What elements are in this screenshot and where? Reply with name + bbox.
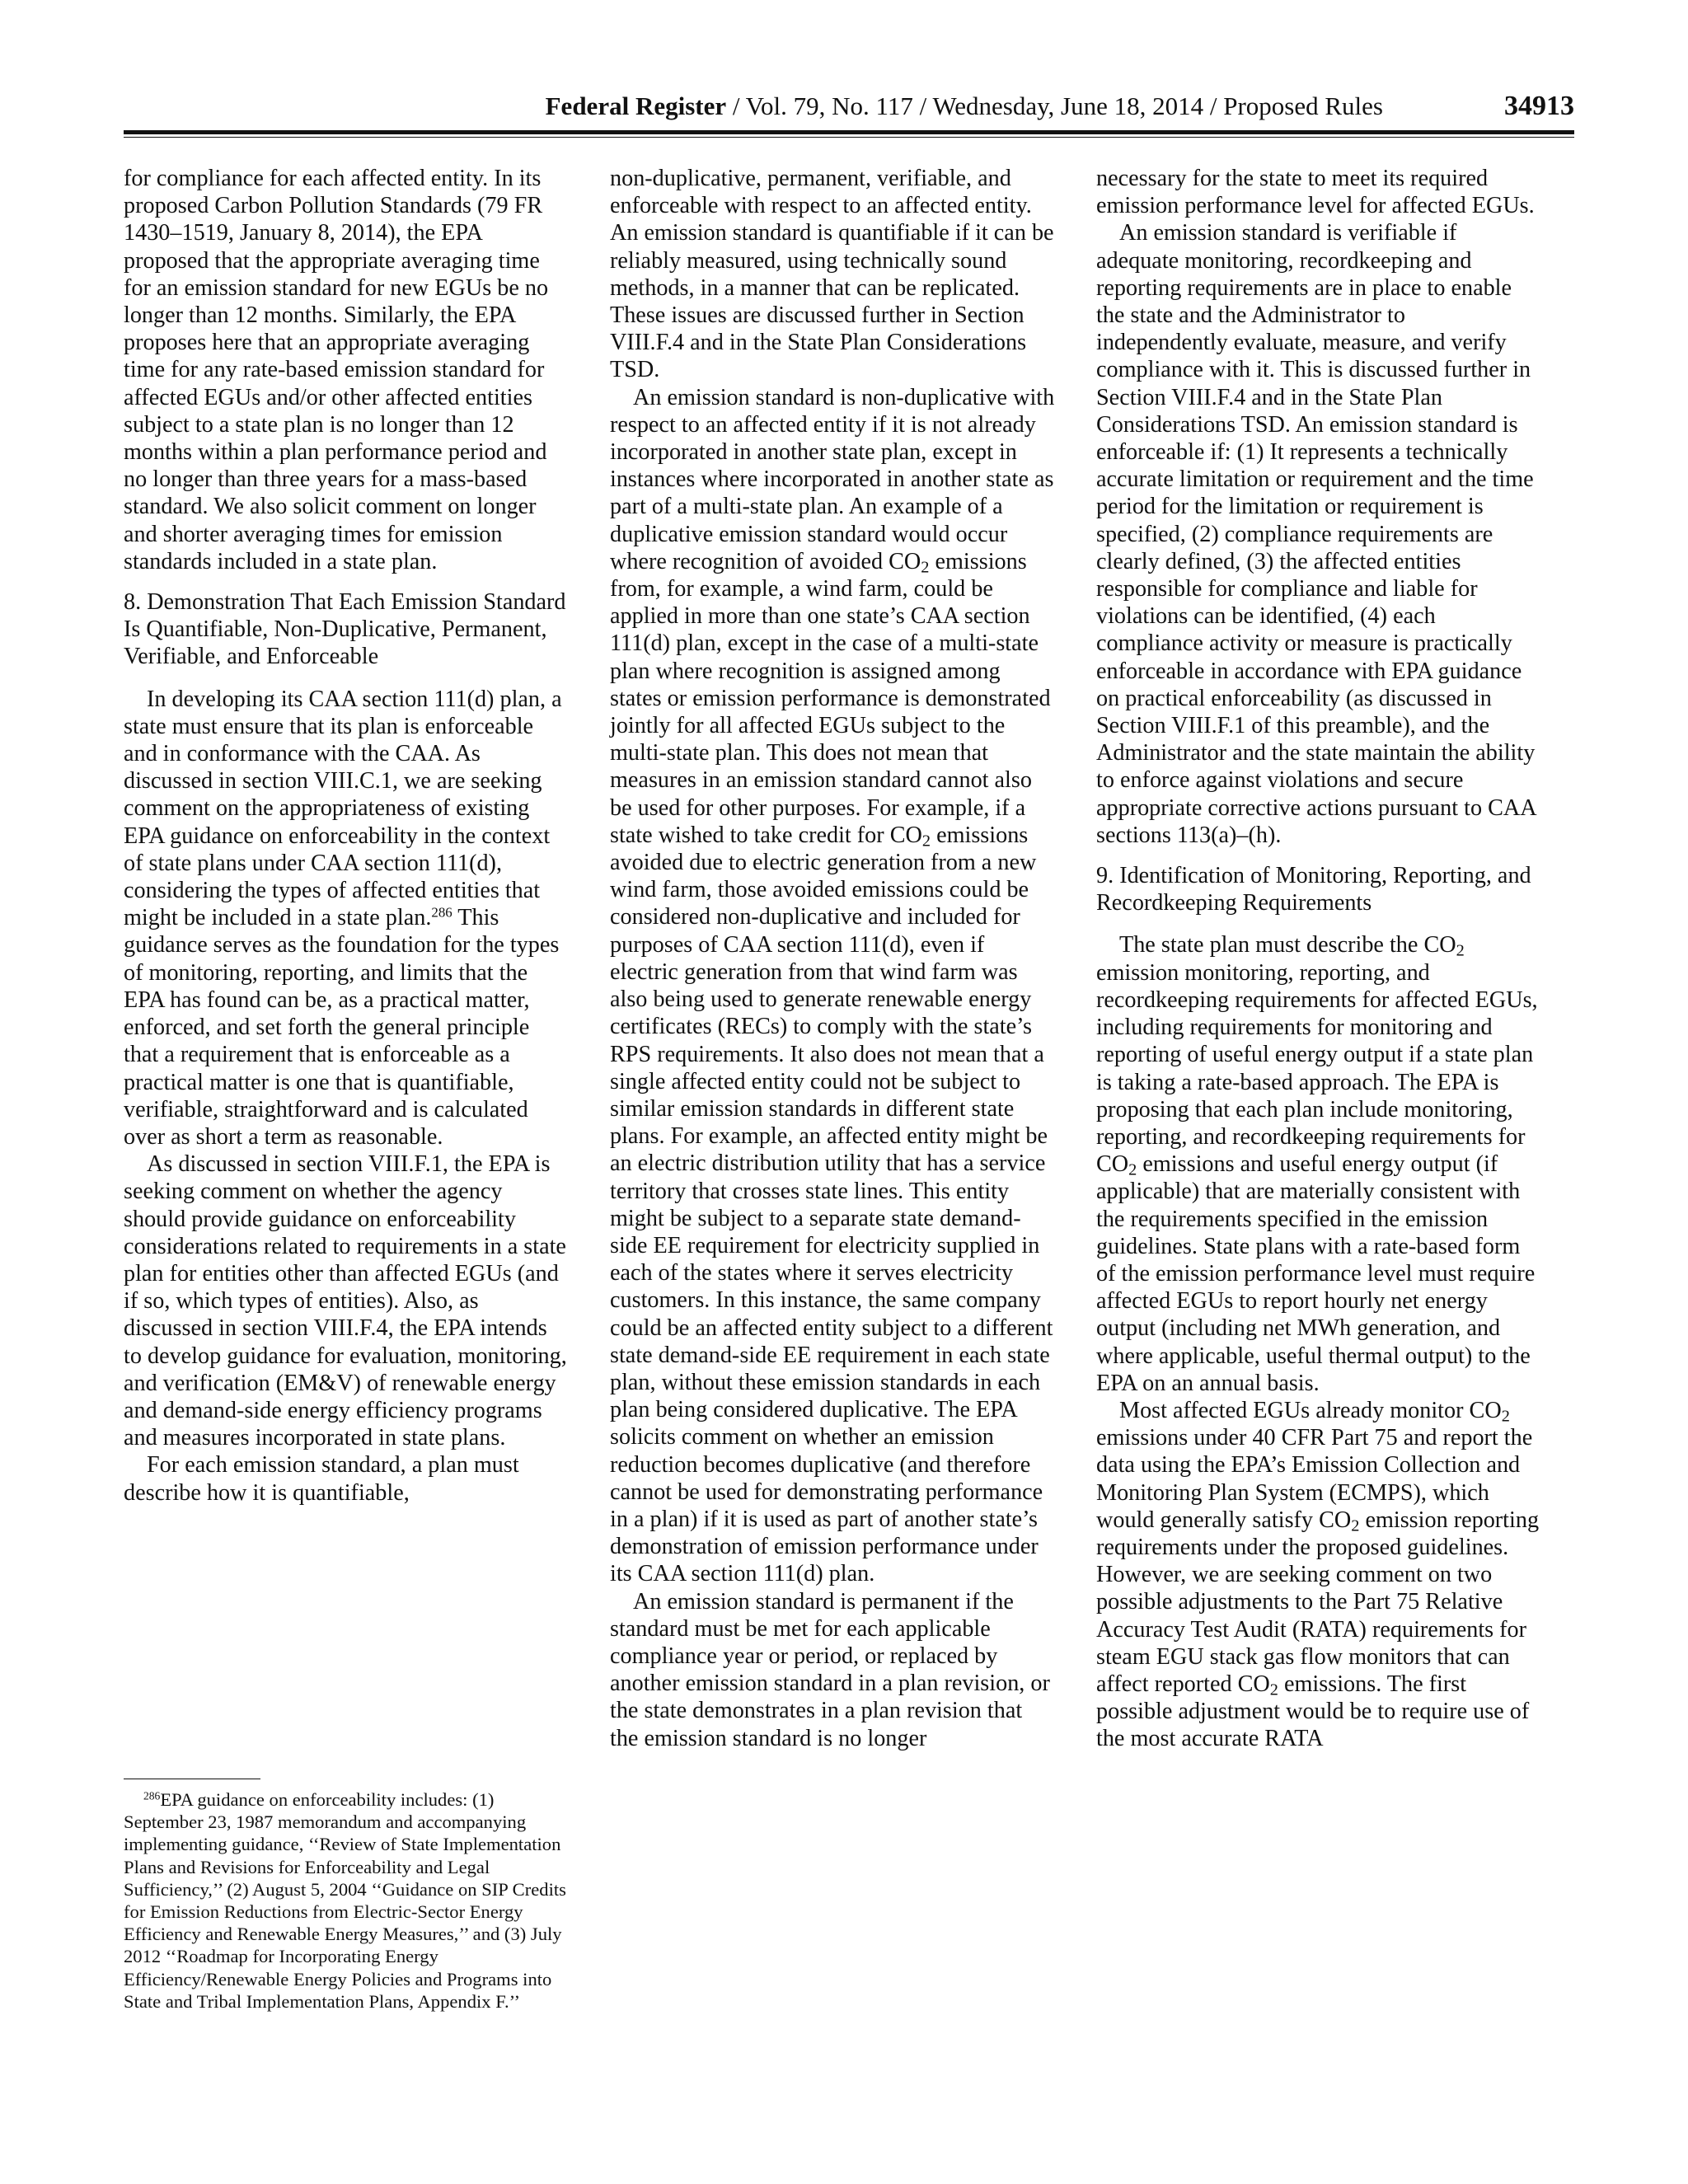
column-2: [610, 165, 1055, 1752]
issue-info: / Vol. 79, No. 117 / Wednesday, June 18, 2014 / Proposed Rules: [726, 91, 1383, 120]
paragraph: [1096, 1397, 1541, 1753]
column-1: [124, 165, 569, 1507]
paragraph: [1096, 931, 1541, 1396]
paragraph: necessary for the state to meet its required emission performance level for affected EGUs.: [1096, 166, 1535, 219]
text-run: emissions and useful energy output (if applicable) that are materially consistent with the requirements specified in the emission guidelines. State plans with a rate-based form of the emission performance level must require affected EGUs to report hourly net energy output (including net MWh generation, and where applicable, useful thermal output) to the EPA on an annual basis.: [1096, 1151, 1536, 1396]
paragraph: An emission standard is verifiable if adequate monitoring, recordkeeping and reporting requirements are in place to enable the state and the Administrator to independently evaluate, measure, and verify compliance with it. This is discussed further in Section VIII.F.4 and in the State Plan Considerations TSD. An emission standard is enforceable if: (1) It represents a technically accurate limitation or requirement and the time period for the limitation or requirement is specified, (2) compliance requirements are clearly defined, (3) the affected entities responsible for compliance and liable for violations can be identified, (4) each compliance activity or measure is practically enforceable in accordance with EPA guidance on practical enforceability (as discussed in Section VIII.F.1 of this preamble), and the Administrator and the state maintain the ability to enforce against violations and secure appropriate corrective actions pursuant to CAA sections 113(a)–(h).: [1096, 220, 1536, 848]
text-run: The state plan must describe the CO: [1119, 932, 1456, 958]
text-run: EPA guidance on enforceability includes: (1) September 23, 1987 memorandum and accompanying implementing guidance, ‘‘Review of State Implementation Plans and Revisions for Enforceability and Legal Sufficiency,’’ (2) August 5, 2004 ‘‘Guidance on SIP Credits for Emission Reductions from Electric-Sector Energy Efficiency and Renewable Energy Measures,’’ and (3) July 2012 ‘‘Roadmap for Incorporating Energy Efficiency/Renewable Energy Policies and Programs into State and Tribal Implementation Plans, Appendix F.’’: [124, 1789, 566, 2012]
paragraph: For each emission standard, a plan must describe how it is quantifiable,: [124, 1452, 519, 1506]
text-run: emission reporting requirements under the proposed guidelines. However, we are seeking comment on two possible adjustments to the Part 75 Relative Accuracy Test Audit (RATA) requirements for steam EGU stack gas flow monitors that can affect reported CO: [1096, 1507, 1540, 1697]
subscript: 2: [1501, 1407, 1510, 1426]
subscript: 2: [1269, 1680, 1278, 1699]
paragraph: An emission standard is permanent if the standard must be met for each applicable compliance year or period, or replaced by another emission standard in a plan revision, or the state demonstrates in a plan revision that the emission standard is no longer: [610, 1588, 1050, 1751]
column-3: [1096, 165, 1541, 1753]
text-run: emissions from, for example, a wind farm, could be applied in more than one state’s CAA section 111(d) plan, except in the case of a multi-state plan where recognition is assigned among states or emission performance is demonstrated jointly for all affected EGUs subject to the multi-state plan. This does not mean that measures in an emission standard cannot also be used for other purposes. For example, if a state wished to take credit for CO: [610, 548, 1051, 848]
text-run: emissions under 40 CFR Part 75 and report the data using the EPA’s Emission Collection and Monitoring Plan System (ECMPS), which would generally satisfy CO: [1096, 1425, 1533, 1533]
paragraph: non-duplicative, permanent, verifiable, and enforceable with respect to an affected entity. An emission standard is quantifiable if it can be reliably measured, using technically sound methods, in a manner that can be replicated. These issues are discussed further in Section VIII.F.4 and in the State Plan Considerations TSD.: [610, 166, 1054, 383]
header-rule-thin: [124, 137, 1574, 138]
running-header: [124, 86, 1574, 127]
publication-name: Federal Register: [545, 91, 727, 120]
paragraph: [610, 384, 1055, 1588]
footnote-ref[interactable]: 286: [431, 904, 452, 921]
page-number: 34913: [1504, 91, 1574, 121]
text-run: This guidance serves as the foundation for the types of monitoring, reporting, and limits that the EPA has found can be, as a practical matter, enforced, and set forth the general principle that a requirement that is enforceable as a practical matter is one that is quantifiable, verifiable, straightforward and is calculated over as short a term as reasonable.: [124, 905, 560, 1150]
subscript: 2: [1351, 1516, 1360, 1535]
footnote-286: [124, 1788, 569, 2013]
footnote-text: [124, 1788, 569, 2013]
subscript: 2: [921, 832, 931, 851]
text-run: emissions. The first possible adjustment would be to require use of the most accurate RATA: [1096, 1671, 1530, 1752]
header-rule-thick: [124, 130, 1574, 134]
subscript: 2: [1128, 1160, 1137, 1179]
section-heading-9: 9. Identification of Monitoring, Reporting, and Recordkeeping Requirements: [1096, 863, 1531, 916]
paragraph: for compliance for each affected entity. In its proposed Carbon Pollution Standards (79 FR 1430–1519, January 8, 2014), the EPA proposed that the appropriate averaging time for an emission standard for new EGUs be no longer than 12 months. Similarly, the EPA proposes here that an appropriate averaging time for any rate-based emission standard for affected EGUs and/or other affected entities subject to a state plan is no longer than 12 months within a plan performance period and no longer than three years for a mass-based standard. We also solicit comment on longer and shorter averaging times for emission standards included in a state plan.: [124, 166, 549, 574]
section-heading-8: 8. Demonstration That Each Emission Standard Is Quantifiable, Non-Duplicative, Permanent, Verifiable, and Enforceable: [124, 589, 566, 670]
subscript: 2: [921, 558, 930, 577]
paragraph: [124, 686, 569, 1151]
subscript: 2: [1456, 941, 1465, 960]
text-run: emissions avoided due to electric generation from a new wind farm, those avoided emissions could be considered non-duplicative and included for purposes of CAA section 111(d), even if electric generation from that wind farm was also being used to generate renewable energy certificates (RECs) to comply with the state’s RPS requirements. It also does not mean that a single affected entity could not be subject to similar emission standards in different state plans. For example, an affected entity might be an electric distribution utility that has a service territory that crosses state lines. This entity might be subject to a separate state demand-side EE requirement for electricity supplied in each of the states where it serves electricity customers. In this instance, the same company could be an affected entity subject to a different state demand-side EE requirement in each state plan, without these emission standards in each plan being considered duplicative. The EPA solicits comment on whether an emission reduction becomes duplicative (and therefore cannot be used for demonstrating performance in a plan) if it is used as part of another state’s demonstration of emission performance under its CAA section 111(d) plan.: [610, 822, 1053, 1587]
text-run: emission monitoring, reporting, and recordkeeping requirements for affected EGUs, including requirements for monitoring and reporting of useful energy output if a state plan is taking a rate-based approach. The EPA is proposing that each plan include monitoring, reporting, and recordkeeping requirements for CO: [1096, 959, 1538, 1178]
text-run: An emission standard is non-duplicative with respect to an affected entity if it is not already incorporated in another state plan, except in instances where incorporated in another state as part of a multi-state plan. An example of a duplicative emission standard would occur where recognition of avoided CO: [610, 384, 1055, 574]
paragraph: As discussed in section VIII.F.1, the EPA is seeking comment on whether the agency should provide guidance on enforceability considerations related to requirements in a state plan for entities other than affected EGUs (and if so, which types of entities). Also, as discussed in section VIII.F.4, the EPA intends to develop guidance for evaluation, monitoring, and verification (EM&V) of renewable energy and demand-side energy efficiency programs and measures incorporated in state plans.: [124, 1151, 567, 1451]
text-run: In developing its CAA section 111(d) plan, a state must ensure that its plan is enforceable and in conformance with the CAA. As discussed in section VIII.C.1, we are seeking comment on the appropriateness of existing EPA guidance on enforceability in the context of state plans under CAA section 111(d), considering the types of affected entities that might be included in a state plan.: [124, 686, 562, 931]
footnote-number: 286: [143, 1789, 161, 1802]
running-head-text: [546, 86, 1383, 127]
text-run: Most affected EGUs already monitor CO: [1119, 1397, 1502, 1423]
